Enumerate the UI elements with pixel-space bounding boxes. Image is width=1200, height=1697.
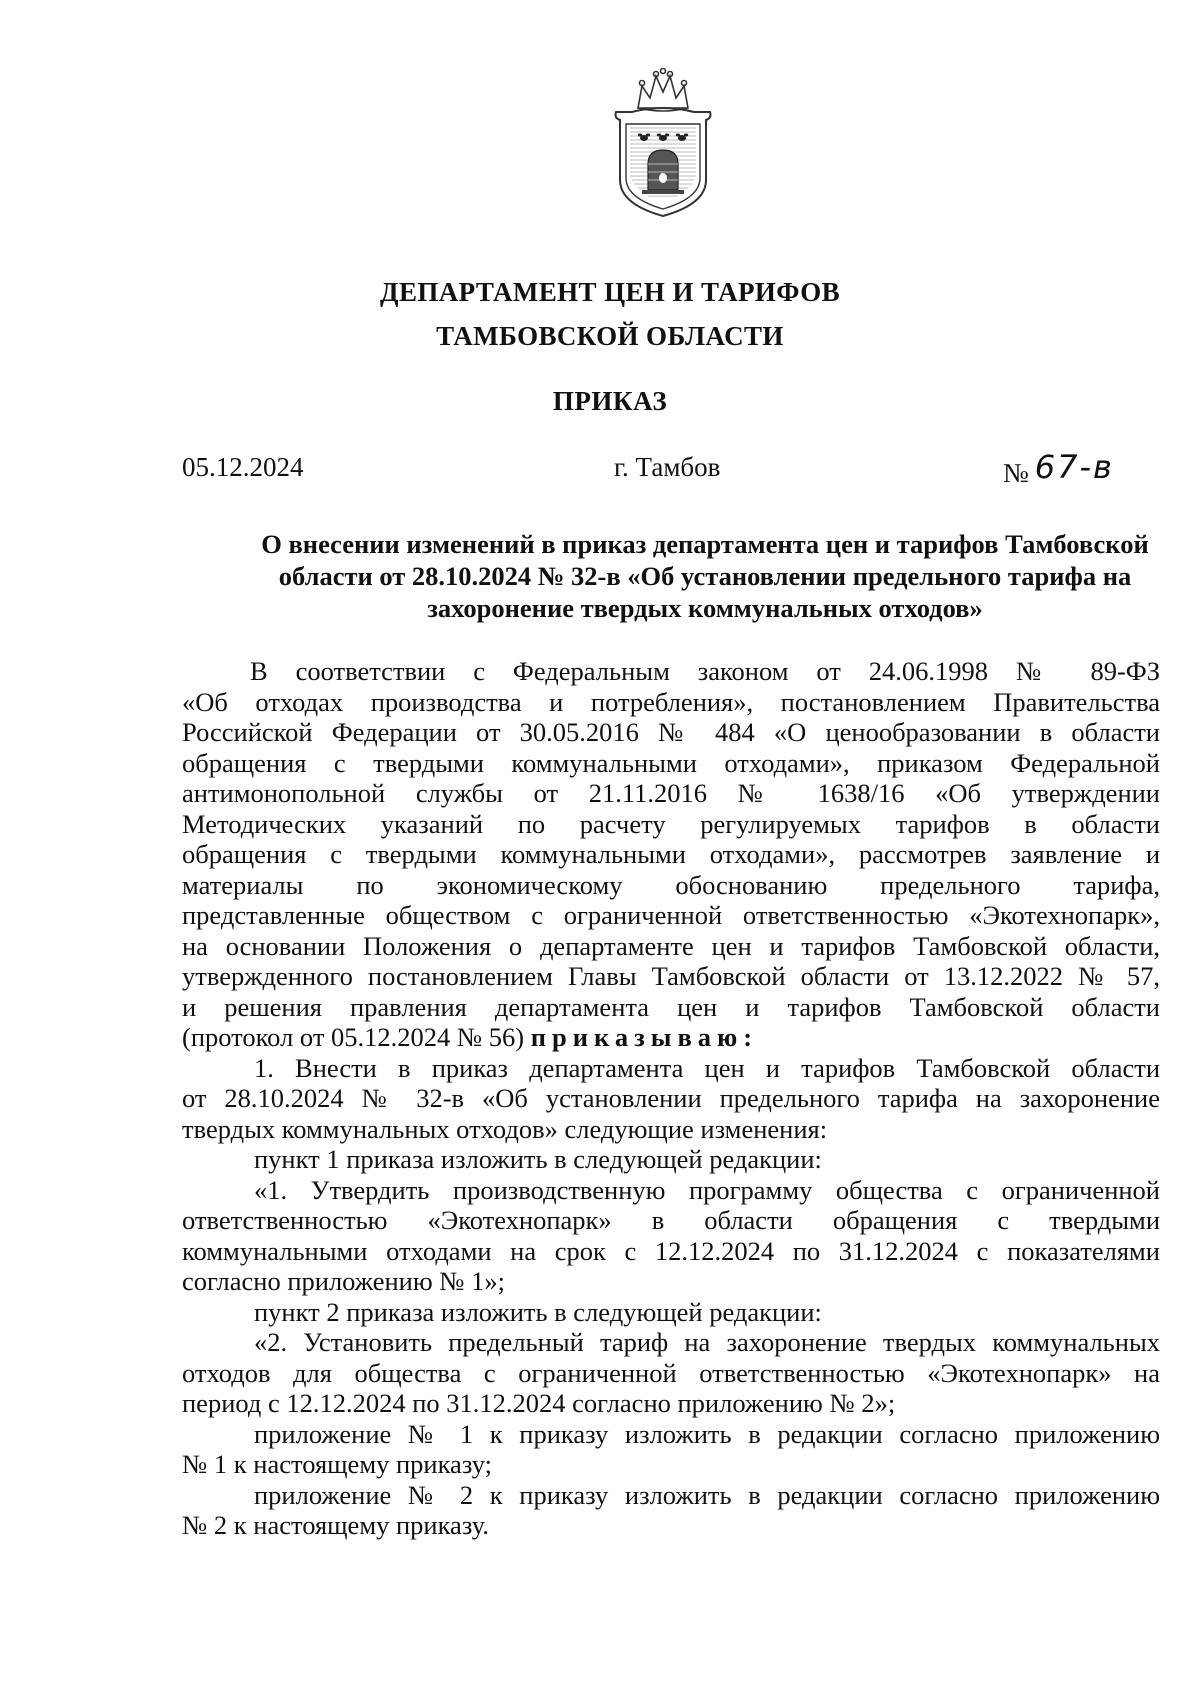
body-line: 1. Внести в приказ департамента цен и тарифов Тамбовской области [254,1052,1160,1083]
body-line: В соответствии с Федеральным законом от 24.06.1998 № 89-ФЗ [250,656,1160,686]
body-line: от 28.10.2024 № 32-в «Об установлении предельного тарифа на захоронение [182,1083,1160,1113]
body-line: утвержденного постановлением Главы Тамбовской области от 13.12.2022 № 57, [182,961,1160,991]
body-line: представленные обществом с ограниченной ответственностью «Экотехнопарк», [182,900,1160,930]
body-line: пункт 2 приказа изложить в следующей редакции: [254,1296,822,1327]
organization-name-line-2: ТАМБОВСКОЙ ОБЛАСТИ [436,321,784,351]
handwritten-number: 67-в [1034,448,1114,486]
body-line: «2. Установить предельный тариф на захоронение твердых коммунальных [254,1327,1160,1357]
body-line: и решения правления департамента цен и тарифов Тамбовской области [182,991,1160,1022]
document-body [182,656,1160,1541]
body-line: пункт 1 приказа изложить в следующей редакции: [254,1144,822,1174]
body-line: Российской Федерации от 30.05.2016 № 484 «О ценообразовании в области [182,717,1160,747]
title-line: О внесении изменений в приказ департамента цен и тарифов Тамбовской [261,529,1149,559]
body-line: на основании Положения о департаменте цен и тарифов Тамбовской области, [182,930,1160,961]
body-line: № 1 к настоящему приказу; [182,1449,492,1479]
document-number [1003,448,1114,490]
organization-name-line-1: ДЕПАРТАМЕНТ ЦЕН И ТАРИФОВ [379,277,841,307]
protocol-reference: (протокол от 05.12.2024 № 56) [182,1022,525,1052]
body-line: согласно приложению № 1»; [182,1266,506,1296]
body-line: № 2 к настоящему приказу. [182,1510,489,1540]
body-line: «Об отходах производства и потребления», постановлением Правительства [182,686,1160,717]
document-type: ПРИКАЗ [552,386,668,416]
body-line: коммунальными отходами на срок с 12.12.2024 по 31.12.2024 с показателями [182,1235,1160,1266]
body-line: обращения с твердыми коммунальными отходами», рассмотрев заявление и [182,839,1160,869]
body-line: ответственностью «Экотехнопарк» в области обращения с твердыми [182,1205,1160,1235]
number-prefix: № [1003,458,1029,488]
body-line [182,1022,1160,1053]
body-line: период с 12.12.2024 по 31.12.2024 согласно приложению № 2»; [182,1388,896,1418]
body-line: «1. Утвердить производственную программу общества с ограниченной [254,1174,1160,1205]
body-line: материалы по экономическому обоснованию предельного тарифа, [182,869,1160,900]
title-line: области от 28.10.2024 № 32-в «Об установлении предельного тарифа на [278,561,1132,591]
body-line: отходов для общества с ограниченной ответственностью «Экотехнопарк» на [182,1357,1160,1388]
tambov-coat-of-arms-icon [612,68,714,218]
body-line: твердых коммунальных отходов» следующие изменения: [182,1113,828,1144]
body-line: Методических указаний по расчету регулируемых тарифов в области [182,808,1160,839]
body-line: антимонопольной службы от 21.11.2016 № 1638/16 «Об утверждении [182,778,1160,808]
title-line: захоронение твердых коммунальных отходов» [427,593,983,623]
document-title [190,528,1200,624]
body-line: приложение № 2 к приказу изложить в редакции согласно приложению [254,1479,1160,1510]
document-date: 05.12.2024 [182,452,304,482]
body-line: приложение № 1 к приказу изложить в редакции согласно приложению [254,1418,1160,1449]
order-directive: приказываю: [530,1022,759,1052]
document-city: г. Тамбов [614,452,721,482]
body-line: обращения с твердыми коммунальными отходами», приказом Федеральной [182,747,1160,778]
